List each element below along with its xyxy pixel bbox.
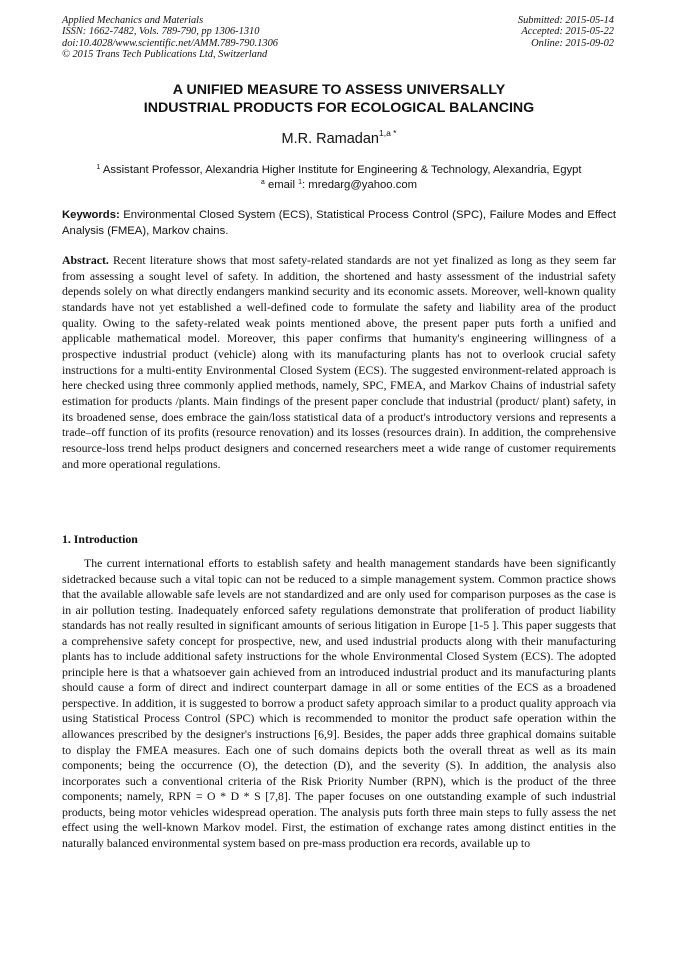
journal-name: Applied Mechanics and Materials <box>62 15 204 26</box>
keywords-block <box>62 208 616 239</box>
abstract-text: Recent literature shows that most safety-related standards are not yet finalized as long as they seem far from assessing a sought level of safety. In addition, the shortened and hasty assessment of the industrial safety depends solely on what directly endangers mankind security and its economic assets. Moreover, well-known quality standards have not yet established a well-defined code to formulate the safety and liability area of the product quality. Owing to the safety-related weak points mentioned above, the present paper puts forth a unified and applicable mathematical model. Moreover, this paper confirms that humanity's engineering willingness of a prospective industrial product (vehicle) along with its manufacturing plants has not to overlook crucial safety instructions for a multi-entity Environmental Closed System (ECS). The suggested environment-related approach is here checked using three commonly applied methods, namely, SPC, FMEA, and Markov Chains of industrial safety estimation for products /plants. Main findings of the present paper conclude that industrial (product/ plant) safety, in its broadened sense, does embrace the gain/loss statistical data of a product's introductory versions and represents a trade–off function of its profits (resource renovation) and its losses (resources drain). In addition, the comprehensive resource-loss trend helps product designers and concerned researchers meet a wide range of customer requirements and more operational regulations. <box>62 253 616 471</box>
title-line-1: A UNIFIED MEASURE TO ASSESS UNIVERSALLY <box>172 82 506 98</box>
affiliation-line <box>62 163 616 178</box>
affiliation <box>62 163 616 193</box>
online-date: Online: 2015-09-02 <box>531 37 614 49</box>
email-superscript-1: 1 <box>298 179 302 186</box>
email-line <box>62 178 616 193</box>
keywords-label: Keywords: <box>62 209 120 221</box>
journal-info <box>62 15 278 60</box>
paper-title <box>62 81 616 117</box>
author-name: M.R. Ramadan <box>281 131 379 147</box>
affiliation-superscript: 1 <box>96 164 101 171</box>
author-superscript: 1,a * <box>379 128 397 138</box>
title-line-2: INDUSTRIAL PRODUCTS FOR ECOLOGICAL BALANCING <box>143 100 535 116</box>
email-address[interactable]: : mredarg@yahoo.com <box>302 179 418 191</box>
submitted-date: Submitted: 2015-05-14 <box>517 15 614 26</box>
email-label: email <box>267 179 295 191</box>
email-superscript-a: a <box>260 179 265 186</box>
submission-dates <box>518 15 614 49</box>
journal-issn: ISSN: 1662-7482, Vols. 789-790, pp 1306-1310 <box>62 26 260 38</box>
journal-doi: doi:10.4028/www.scientific.net/AMM.789-790.1306 <box>62 37 278 49</box>
affiliation-text: Assistant Professor, Alexandria Higher Institute for Engineering & Technology, Alexandria, Egypt <box>102 164 582 176</box>
abstract-label: Abstract. <box>62 253 109 267</box>
author-line <box>62 128 616 147</box>
accepted-date: Accepted: 2015-05-22 <box>521 26 614 38</box>
introduction-paragraph: The current international efforts to establish safety and health management standards have been significantly sidetracked because such a vital topic can not be reduced to a simple management system. Common practice shows that the available allowable safe levels are not standardized and are only used for comparison purposes as the case is in air pollution testing. Inadequately enforced safety regulations demonstrate that proliferation of product liability standards has not really resulted in significant amounts of serious litigation in Europe [1-5 ]. This paper suggests that a comprehensive safety concept for prospective, new, and used industrial products along with their manufacturing plants has to include additional safety instructions for the whole Environmental Closed System (ECS). The adopted principle here is that a whatsoever gain achieved from an introduced industrial product and its manufacturing plants should cause a form of direct and indirect counterpart damage in all or some entities of the ECS as a broadened perspective. In addition, it is suggested to borrow a product safety approach similar to a product quality approach via using Statistical Process Control (SPC) which is recommended to monitor the product safe operation within the allowances prescribed by the designer's instructions [6,9]. Besides, the paper adds three graphical domains suitable to display the FMEA measures. Each one of such domains depicts both the overall threat as well as its main components; being the occurrence (O), the detection (D), and the severity (S). In addition, the analysis also incorporates such a conventional criteria of the Risk Priority Number (RPN), which is the product of the three components; namely, RPN = O * D * S [7,8]. The paper focuses on one outstanding example of such industrial products, being motor vehicles widespread operation. The analysis puts forth three main steps to fully assess the net effect using the well-known Markov model. First, the estimation of exchange rates among distinct entities in the naturally balanced environmental system based on pre-mass production era records, available up to <box>62 556 616 850</box>
keywords-text: Environmental Closed System (ECS), Statistical Process Control (SPC), Failure Modes and Effect Analysis (FMEA), Markov chains. <box>62 209 616 237</box>
journal-copyright: © 2015 Trans Tech Publications Ltd, Switzerland <box>62 48 268 60</box>
abstract-block <box>62 253 616 472</box>
section-heading-introduction: 1. Introduction <box>62 532 138 546</box>
